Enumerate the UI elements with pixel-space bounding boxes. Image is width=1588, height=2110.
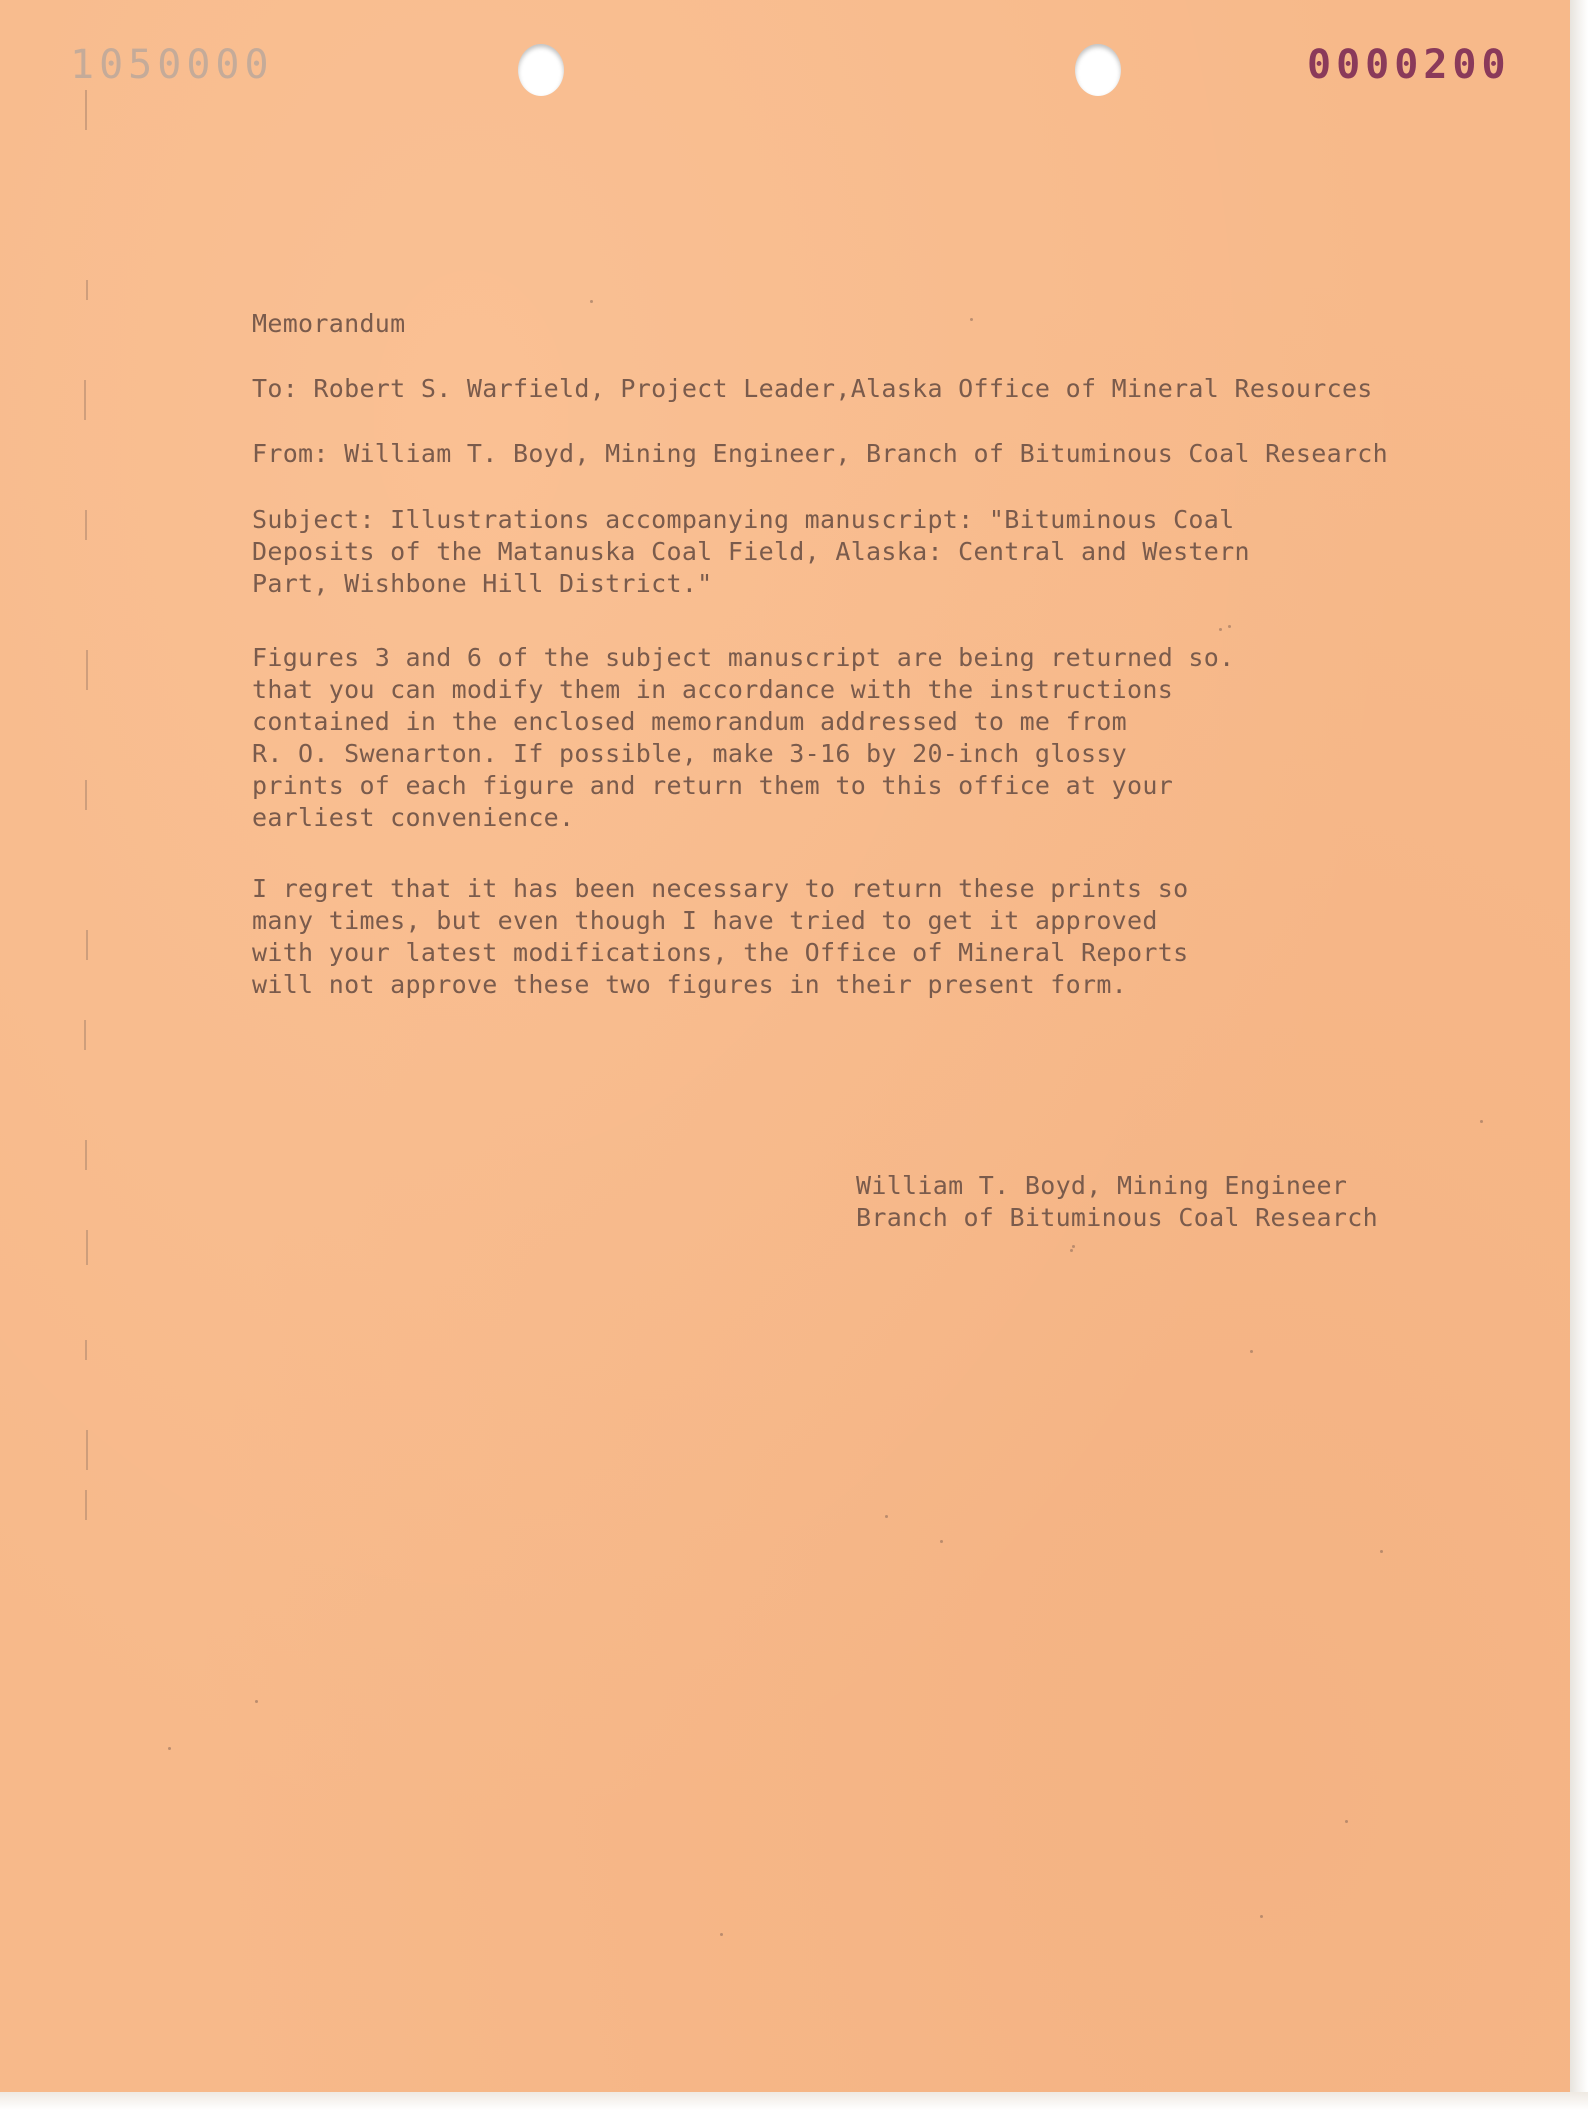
paragraph-line: I regret that it has been necessary to return these prints so (252, 874, 1189, 903)
speck (1380, 1550, 1383, 1553)
paragraph-line: with your latest modifications, the Office of Mineral Reports (252, 938, 1189, 967)
speck (940, 1540, 943, 1543)
paragraph-line: will not approve these two figures in their present form. (252, 970, 1128, 999)
paragraph-line: R. O. Swenarton. If possible, make 3-16 by 20-inch glossy (252, 739, 1128, 768)
archive-stamp-left: 1050000 (70, 42, 274, 88)
subject-line: Subject: Illustrations accompanying manuscript: "Bituminous Coal (252, 505, 1235, 534)
speck (255, 1700, 258, 1703)
speck (1480, 1120, 1483, 1123)
memo-to-line: To: Robert S. Warfield, Project Leader,Alaska Office of Mineral Resources (252, 374, 1373, 403)
scan-edge-right (1570, 0, 1588, 2110)
paragraph-line: contained in the enclosed memorandum addressed to me from (252, 707, 1128, 736)
paragraph-line: Figures 3 and 6 of the subject manuscript are being returned so. (252, 643, 1235, 672)
memo-from-line: From: William T. Boyd, Mining Engineer, Branch of Bituminous Coal Research (252, 439, 1388, 468)
subject-line: Part, Wishbone Hill District." (252, 569, 713, 598)
speck (970, 318, 973, 321)
signature-line: Branch of Bituminous Coal Research (856, 1203, 1378, 1232)
speck (590, 300, 593, 303)
speck (720, 1933, 723, 1936)
scan-edge-bottom (0, 2092, 1588, 2110)
speck (1219, 628, 1222, 631)
speck (1070, 1249, 1073, 1252)
paragraph-line: that you can modify them in accordance with the instructions (252, 675, 1174, 704)
paragraph-line: prints of each figure and return them to this office at your (252, 771, 1174, 800)
speck (1250, 1350, 1253, 1353)
speck (1072, 1245, 1075, 1248)
speck (1228, 625, 1231, 628)
signature-line: William T. Boyd, Mining Engineer (856, 1171, 1348, 1200)
speck (1260, 1915, 1263, 1918)
paragraph-line: earliest convenience. (252, 803, 575, 832)
speck (1345, 1820, 1348, 1823)
archive-stamp-right: 0000200 (1307, 42, 1511, 88)
paragraph-line: many times, but even though I have tried to get it approved (252, 906, 1158, 935)
speck (885, 1515, 888, 1518)
punch-hole-left (518, 44, 564, 96)
punch-hole-right (1075, 44, 1121, 96)
speck (168, 1747, 171, 1750)
subject-line: Deposits of the Matanuska Coal Field, Alaska: Central and Western (252, 537, 1250, 566)
memo-heading: Memorandum (252, 309, 406, 338)
margin-marks (80, 90, 110, 1540)
